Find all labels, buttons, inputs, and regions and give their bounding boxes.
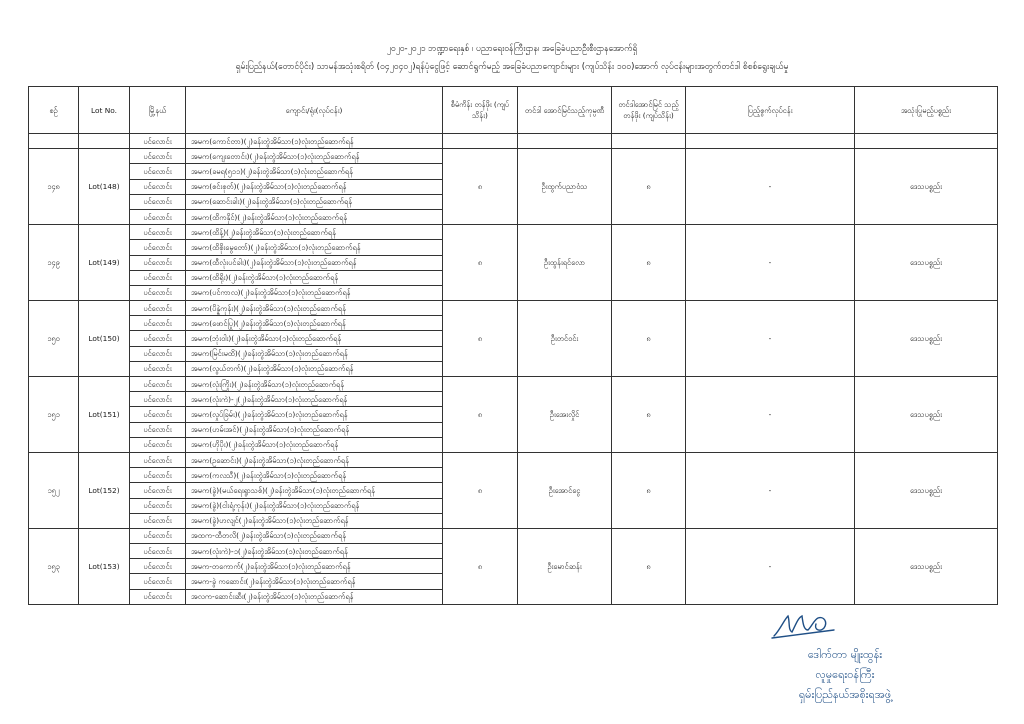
fund-source-cell: ဒေသပစ္စည်း [855,377,998,453]
signatory-title: လူမှုရေးဝန်ကြီး [815,668,875,681]
township-cell: ပင်လောင်း [130,270,186,285]
work-cell: အမက(ထီလုံးပင်ခါး)(၂)ခန်းတွဲအိမ်သာ(၁)လုံးတည်ဆောက်ရန် [186,255,443,270]
table-header-row [29,87,998,134]
winning-company-cell: ဦးတင်ဝင်း [518,301,612,377]
lot-number-cell: ၁၅၁ [29,377,79,453]
work-cell: အမက-ခွဲ ကဆောင်း(၂)ခန်းတွဲအိမ်သာ(၁)လုံးတည်ဆောက်ရန် [186,574,443,589]
winning-company-cell: ဦးမောင်ဆန်း [518,528,612,604]
won-value-cell: ၈ [612,377,686,453]
work-cell: အမက(ကျေးတောင်း)(၂)ခန်းတွဲအိမ်သာ(၁)လုံးတည်ဆောက်ရန် [186,149,443,164]
township-cell: ပင်လောင်း [130,437,186,452]
lot-number-cell: ၁၅၀ [29,301,79,377]
township-cell: ပင်လောင်း [130,377,186,392]
township-cell: ပင်လောင်း [130,301,186,316]
lot-number-cell: ၁၅၃ [29,528,79,604]
winning-company-cell: ဦးအေးလှိုင် [518,377,612,453]
header-fund-source: အသုံးပြုမည့်ပစ္စည်း [855,87,998,134]
township-cell: ပင်လောင်း [130,194,186,209]
township-cell: ပင်လောင်း [130,559,186,574]
township-cell: ပင်လောင်း [130,240,186,255]
document-title-line1: ၂၀၂၀-၂၀၂၁ ဘဏ္ဍာရေးနှစ် ၊ ပညာရေးဝန်ကြီးဌာန၊ အခြေခံပညာဦးစီးဌာနအောက်ရှိ [386,44,638,54]
won-value-cell: ၈ [612,452,686,528]
lot-id-cell: Lot(153) [79,528,130,604]
table-row [29,528,998,543]
winning-company-cell: ဦးထွက်ပညာဝံသ [518,149,612,225]
township-cell: ပင်လောင်း [130,361,186,376]
work-cell: အမက-တကောက်(၂)ခန်းတွဲအိမ်သာ(၁)လုံးတည်ဆောက်ရန် [186,559,443,574]
work-cell: အမက(ပင်ကာလ)(၂)ခန်းတွဲအိမ်သာ(၁)လုံးတည်ဆောက်ရန် [186,285,443,300]
tender-results-table [28,86,998,605]
done-work-cell: - [686,301,855,377]
work-cell: အမက(လုံးကြိုး)(၂)ခန်းတွဲအိမ်သာ(၁)လုံးတည်ဆောက်ရန် [186,377,443,392]
lot-number-cell: ၁၄၉ [29,225,79,301]
done-work-cell: - [686,452,855,528]
fund-source-cell: ဒေသပစ္စည်း [855,149,998,225]
done-work-cell: - [686,528,855,604]
work-cell: အမက(မြင်းမထိ)(၂)ခန်းတွဲအိမ်သာ(၁)လုံးတည်ဆောက်ရန် [186,346,443,361]
township-cell: ပင်လောင်း [130,225,186,240]
work-cell: အမက(ဖောင်ပြု)(၂)ခန်းတွဲအိမ်သာ(၁)လုံးတည်ဆောက်ရန် [186,316,443,331]
fund-source-cell: ဒေသပစ္စည်း [855,301,998,377]
signatory-organization: ရှမ်းပြည်နယ်အစိုးရအဖွဲ့ [798,688,892,701]
work-cell: အမက(လွယ်တက်)(၂)ခန်းတွဲအိမ်သာ(၁)လုံးတည်ဆောက်ရန် [186,361,443,376]
fund-source-cell: ဒေသပစ္စည်း [855,225,998,301]
won-value-cell: ၈ [612,225,686,301]
lot-id-cell: Lot(149) [79,225,130,301]
estimate-value-cell: ၈ [443,301,518,377]
work-cell: အမက(ဟမ်းအင်)(၂)ခန်းတွဲအိမ်သာ(၁)လုံးတည်ဆောက်ရန် [186,422,443,437]
township-cell: ပင်လောင်း [130,498,186,513]
township-cell: ပင်လောင်း [130,255,186,270]
header-won-value: တင်ဒါအောင်မြင် သည့်တန်ဖိုး (ကျပ်သိန်း) [612,87,686,134]
township-cell: ပင်လောင်း [130,392,186,407]
work-cell: အမက(ဟိုပိုး)(၂)ခန်းတွဲအိမ်သာ(၁)လုံးတည်ဆောက်ရန် [186,437,443,452]
estimate-value-cell: ၈ [443,528,518,604]
done-work-cell: - [686,225,855,301]
work-cell: အလက-ဆောင်းဆီး(၂)ခန်းတွဲအိမ်သာ(၁)လုံးတည်ဆောက်ရန် [186,589,443,604]
township-cell: ပင်လောင်း [130,528,186,543]
work-cell: အမက(ထိစိုးမွေတော်)(၂)ခန်းတွဲအိမ်သာ(၁)လုံးတည်ဆောက်ရန် [186,240,443,255]
lot-id-cell: Lot(151) [79,377,130,453]
table-row [29,301,998,316]
work-cell: အမက(ဥဆောင်း)(၂)ခန်းတွဲအိမ်သာ(၁)လုံးတည်ဆောက်ရန် [186,452,443,467]
table-row [29,225,998,240]
header-estimate: စီမံကိန်း တန်ဖိုး (ကျပ်သိန်း) [443,87,518,134]
township-cell: ပင်လောင်း [130,285,186,300]
table-row [29,134,998,149]
township-cell: ပင်လောင်း [130,134,186,149]
work-cell: အမက(ပိန္နဲကုန်း)(၂)ခန်းတွဲအိမ်သာ(၁)လုံးတည်ဆောက်ရန် [186,301,443,316]
winning-company-cell: ဦးထွန်းရင်လော [518,225,612,301]
work-cell: အထက-ထီတလိ(၂)ခန်းတွဲအိမ်သာ(၁)လုံးတည်ဆောက်ရန် [186,528,443,543]
township-cell: ပင်လောင်း [130,544,186,559]
done-work-cell: - [686,149,855,225]
header-township: မြို့နယ် [130,87,186,134]
work-cell: အမက(လုံးကဲ)-၁(၂)ခန်းတွဲအိမ်သာ(၁)လုံးတည်ဆောက်ရန် [186,544,443,559]
work-cell: အမက(ခွဲ)(ငါးရံ့ကုန်း)(၂)ခန်းတွဲအိမ်သာ(၁)လုံးတည်ဆောက်ရန် [186,498,443,513]
township-cell: ပင်လောင်း [130,179,186,194]
work-cell: အမက(ကောင်တာ)(၂)ခန်းတွဲအိမ်သာ(၁)လုံးတည်ဆောက်ရန် [186,134,443,149]
header-done-work: ပြည့်စွက်လုပ်ငန်း [686,87,855,134]
work-cell: အမက(ခမရ(၅၁၁)(၂)ခန်းတွဲအိမ်သာ(၁)လုံးတည်ဆောက်ရန် [186,164,443,179]
township-cell: ပင်လောင်း [130,331,186,346]
township-cell: ပင်လောင်း [130,316,186,331]
won-value-cell: ၈ [612,528,686,604]
header-lot: Lot No. [79,87,130,134]
township-cell: ပင်လောင်း [130,483,186,498]
township-cell: ပင်လောင်း [130,346,186,361]
table-row [29,377,998,392]
lot-id-cell: Lot(152) [79,452,130,528]
township-cell: ပင်လောင်း [130,513,186,528]
work-cell: အမက(ထိရိုး)(၂)ခန်းတွဲအိမ်သာ(၁)လုံးတည်ဆောက်ရန် [186,270,443,285]
township-cell: ပင်လောင်း [130,164,186,179]
work-cell: အမက(ထိကနိုင်)(၂)ခန်းတွဲအိမ်သာ(၁)လုံးတည်ဆောက်ရန် [186,209,443,224]
work-cell: အမက(ဘုံးဝါး)(၂)ခန်းတွဲအိမ်သာ(၁)လုံးတည်ဆောက်ရန် [186,331,443,346]
township-cell: ပင်လောင်း [130,468,186,483]
township-cell: ပင်လောင်း [130,574,186,589]
won-value-cell: ၈ [612,301,686,377]
work-cell: အမက(ထိန့်)(၂)ခန်းတွဲအိမ်သာ(၁)လုံးတည်ဆောက်ရန် [186,225,443,240]
header-winner: တင်ဒါ အောင်မြင်သည့်ကုမ္ပဏီ [518,87,612,134]
fund-source-cell: ဒေသပစ္စည်း [855,528,998,604]
estimate-value-cell: ၈ [443,149,518,225]
header-work: ကျောင်း/ရုံး(လုပ်ငန်း) [186,87,443,134]
township-cell: ပင်လောင်း [130,407,186,422]
lot-id-cell: Lot(150) [79,301,130,377]
township-cell: ပင်လောင်း [130,452,186,467]
fund-source-cell: ဒေသပစ္စည်း [855,452,998,528]
document-title-line2: ရှမ်းပြည်နယ်(တောင်ပိုင်း) သာမန်အသုံးစရိတ် (၀၄၂၀၄၀၂)ရန်ပုံငွေဖြင့် ဆောင်ရွက်မည့် အခြေခံပညာကျောင်းများ (ကျပ်သိန်း ၁၀၀)အောက် လုပ်ငန်းများအတွက်တင်ဒါ စိစစ်ရွေးချယ်မှု [235,62,789,72]
estimate-value-cell: ၈ [443,452,518,528]
done-work-cell: - [686,377,855,453]
work-cell: အမက(စင်းစုတ်)(၂)ခန်းတွဲအိမ်သာ(၁)လုံးတည်ဆောက်ရန် [186,179,443,194]
work-cell: အမက(ကလသီ)(၂)ခန်းတွဲအိမ်သာ(၁)လုံးတည်ဆောက်ရန် [186,468,443,483]
signature-mark [770,612,840,640]
table-row [29,149,998,164]
work-cell: အမက(လုံးကဲ)-၂(၂)ခန်းတွဲအိမ်သာ(၁)လုံးတည်ဆောက်ရန် [186,392,443,407]
work-cell: အမက(ဆောင်းခါး)(၂)ခန်းတွဲအိမ်သာ(၁)လုံးတည်ဆောက်ရန် [186,194,443,209]
township-cell: ပင်လောင်း [130,209,186,224]
township-cell: ပင်လောင်း [130,589,186,604]
lot-number-cell: ၁၄၈ [29,149,79,225]
work-cell: အမက(လှုပ်ခြမ်း)(၂)ခန်းတွဲအိမ်သာ(၁)လုံးတည်ဆောက်ရန် [186,407,443,422]
township-cell: ပင်လောင်း [130,422,186,437]
work-cell: အမက(ခွဲ)(မယ်ရေးရွာသစ်)(၂)ခန်းတွဲအိမ်သာ(၁)လုံးတည်ဆောက်ရန် [186,483,443,498]
header-no: စဉ် [29,87,79,134]
lot-number-cell: ၁၅၂ [29,452,79,528]
lot-id-cell: Lot(148) [79,149,130,225]
estimate-value-cell: ၈ [443,377,518,453]
township-cell: ပင်လောင်း [130,149,186,164]
estimate-value-cell: ၈ [443,225,518,301]
signatory-name: ဒေါက်တာ မျိုးထွန်း [807,648,883,661]
won-value-cell: ၈ [612,149,686,225]
work-cell: အမက(ခွဲ)ဟလျင်(၂)ခန်းတွဲအိမ်သာ(၁)လုံးတည်ဆောက်ရန် [186,513,443,528]
winning-company-cell: ဦးအောင်ငွေ [518,452,612,528]
table-row [29,452,998,467]
